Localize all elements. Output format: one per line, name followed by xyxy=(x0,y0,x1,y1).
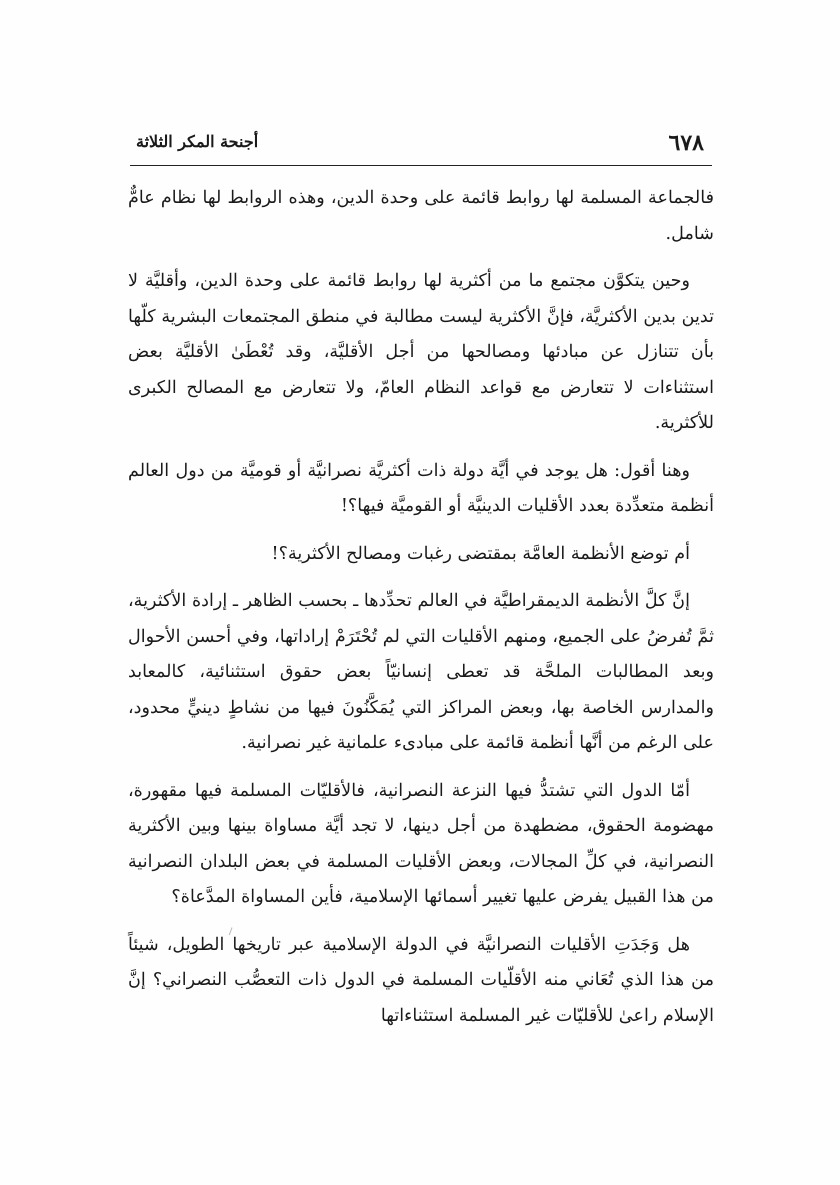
paragraph: أمّا الدول التي تشتدُّ فيها النزعة النصرانية، فالأقليّات المسلمة فيها مقهورة، مهضومة الحقوق، مضطهدة من أجل دينها، لا تجد أيَّة مساواة بينها وبين الأكثرية النصرانية، في كلِّ المجالات، وبعض الأقليات المسلمة في بعض البلدان النصرانية من هذا القبيل يفرض عليها تغيير أسمائها الإسلامية، فأين المساواة المدَّعاة؟ xyxy=(128,780,714,907)
paragraph: هل وَجَدَتِ الأقليات النصرانيَّة في الدولة الإسلامية عبر تاريخها الطويل، شيئاً من هذا الذي تُعَاني منه الأقلّيات المسلمة في الدول ذات التعصُّب النصراني؟ إنَّ الإسلام راعىٰ للأقليّات غير المسلمة استثناءاتها xyxy=(128,934,714,1026)
paragraph: وحين يتكوَّن مجتمع ما من أكثرية لها روابط قائمة على وحدة الدين، وأقليَّة لا تدين بدين الأكثريَّة، فإنَّ الأكثرية ليست مطالبة في منطق المجتمعات البشرية كلّها بأن تتنازل عن مبادئها ومصالحها من أجل الأقليَّة، وقد تُعْطَىٰ الأقليَّة بعض استثناءات لا تتعارض مع قواعد النظام العامّ، ولا تتعارض مع المصالح الكبرى للأكثرية. xyxy=(128,271,714,433)
body-text xyxy=(128,181,714,1046)
paragraph: فالجماعة المسلمة لها روابط قائمة على وحدة الدين، وهذه الروابط لها نظام عامٌّ شامل. xyxy=(128,188,714,244)
page-number: ٦٧٨ xyxy=(668,130,704,156)
page-header xyxy=(130,128,712,162)
paragraph: إنَّ كلَّ الأنظمة الديمقراطيَّة في العالم تحدِّدها ـ بحسب الظاهر ـ إرادة الأكثرية، ثمَّ تُفرضُ على الجميع، ومنهم الأقليات التي لم تُحْتَرَمْ إراداتها، وفي أحسن الأحوال وبعد المطالبات الملحَّة قد تعطى إنسانيّاً بعض حقوق استثنائية، كالمعابد والمدارس الخاصة بها، وبعض المراكز التي يُمَكَّنُونَ فيها من نشاطٍ دينيٍّ محدود، على الرغم من أنَّها أنظمة قائمة على مبادىء علمانية غير نصرانية. xyxy=(128,591,714,753)
running-title: أجنحة المكر الثلاثة xyxy=(136,132,259,151)
header-rule xyxy=(130,165,712,166)
paragraph: أم توضع الأنظمة العامَّة بمقتضى رغبات ومصالح الأكثرية؟! xyxy=(271,543,690,564)
paragraph: وهنا أقول: هل يوجد في أيَّة دولة ذات أكثريَّة نصرانيَّة أو قوميَّة من دول العالم أنظمة متعدِّدة بعدد الأقليات الدينيَّة أو القوميَّة فيها؟! xyxy=(128,460,714,516)
